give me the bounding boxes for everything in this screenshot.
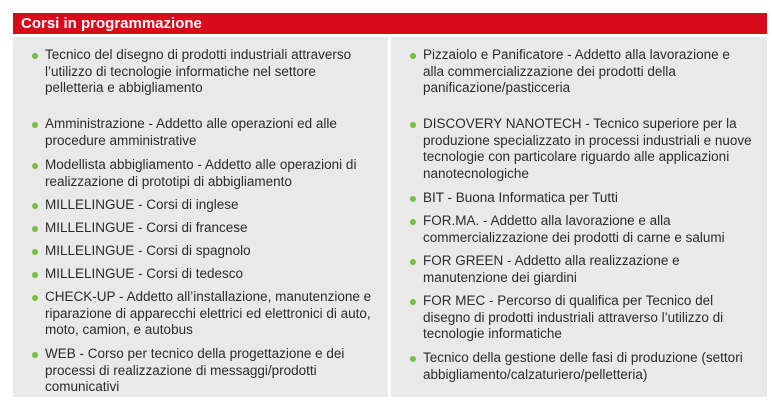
panel-title: Corsi in programmazione xyxy=(13,13,767,34)
bullet-icon xyxy=(32,352,38,358)
course-label: FOR.MA. - Addetto alla lavorazione e alla commercializzazione dei prodotti di carne e salumi xyxy=(423,213,725,245)
bullet-icon xyxy=(32,203,38,209)
bullet-icon xyxy=(410,53,416,59)
bullet-icon xyxy=(410,299,416,305)
course-label: FOR MEC - Percorso di qualifica per Tecnico del disegno di prodotti industriali attraverso l’utilizzo di tecnologie informatiche xyxy=(423,293,724,341)
bullet-icon xyxy=(410,196,416,202)
bullet-icon xyxy=(410,356,416,362)
course-label: FOR GREEN - Addetto alla realizzazione e manutenzione dei giardini xyxy=(423,253,680,285)
course-label: BIT - Buona Informatica per Tutti xyxy=(423,190,618,205)
course-label: CHECK-UP - Addetto all’installazione, manutenzione e riparazione di apparecchi elettrici ed elettronici di auto, moto, camion, e autobus xyxy=(45,289,372,337)
course-label: Amministrazione - Addetto alle operazioni ed alle procedure amministrative xyxy=(45,116,337,148)
bullet-icon xyxy=(32,226,38,232)
course-label: MILLELINGUE - Corsi di francese xyxy=(45,220,248,235)
bullet-icon xyxy=(32,295,38,301)
course-label: MILLELINGUE - Corsi di inglese xyxy=(45,197,239,212)
course-label: Tecnico della gestione delle fasi di produzione (settori abbigliamento/calzaturiero/pelletteria) xyxy=(423,350,743,382)
course-label: Pizzaiolo e Panificatore - Addetto alla lavorazione e alla commercializzazione dei prodotti della panificazione/pasticceria xyxy=(423,47,730,95)
course-label: MILLELINGUE - Corsi di tedesco xyxy=(45,266,244,281)
bullet-icon xyxy=(32,53,38,59)
bullet-icon xyxy=(410,122,416,128)
bullet-icon xyxy=(410,259,416,265)
courses-column-left xyxy=(13,37,388,397)
bullet-icon xyxy=(410,219,416,225)
course-label: MILLELINGUE - Corsi di spagnolo xyxy=(45,243,251,258)
courses-body xyxy=(13,37,767,397)
bullet-icon xyxy=(32,249,38,255)
bullet-icon xyxy=(32,163,38,169)
bullet-icon xyxy=(32,122,38,128)
course-label: WEB - Corso per tecnico della progettazione e dei processi di realizzazione di messaggi/prodotti comunicativi xyxy=(45,346,345,394)
bullet-icon xyxy=(32,272,38,278)
course-label: Tecnico del disegno di prodotti industriali attraverso l’utilizzo di tecnologie informatiche nel settore pelletteria e abbigliamento xyxy=(45,47,352,95)
course-label: DISCOVERY NANOTECH - Tecnico superiore per la produzione specializzato in processi industriali e nuove tecnologie con particolare riguardo alle applicazioni nanotecnologiche xyxy=(423,116,752,181)
courses-panel xyxy=(13,13,767,397)
course-label: Modellista abbigliamento - Addetto alle operazioni di realizzazione di prototipi di abbigliamento xyxy=(45,157,357,189)
courses-column-right xyxy=(391,37,767,397)
